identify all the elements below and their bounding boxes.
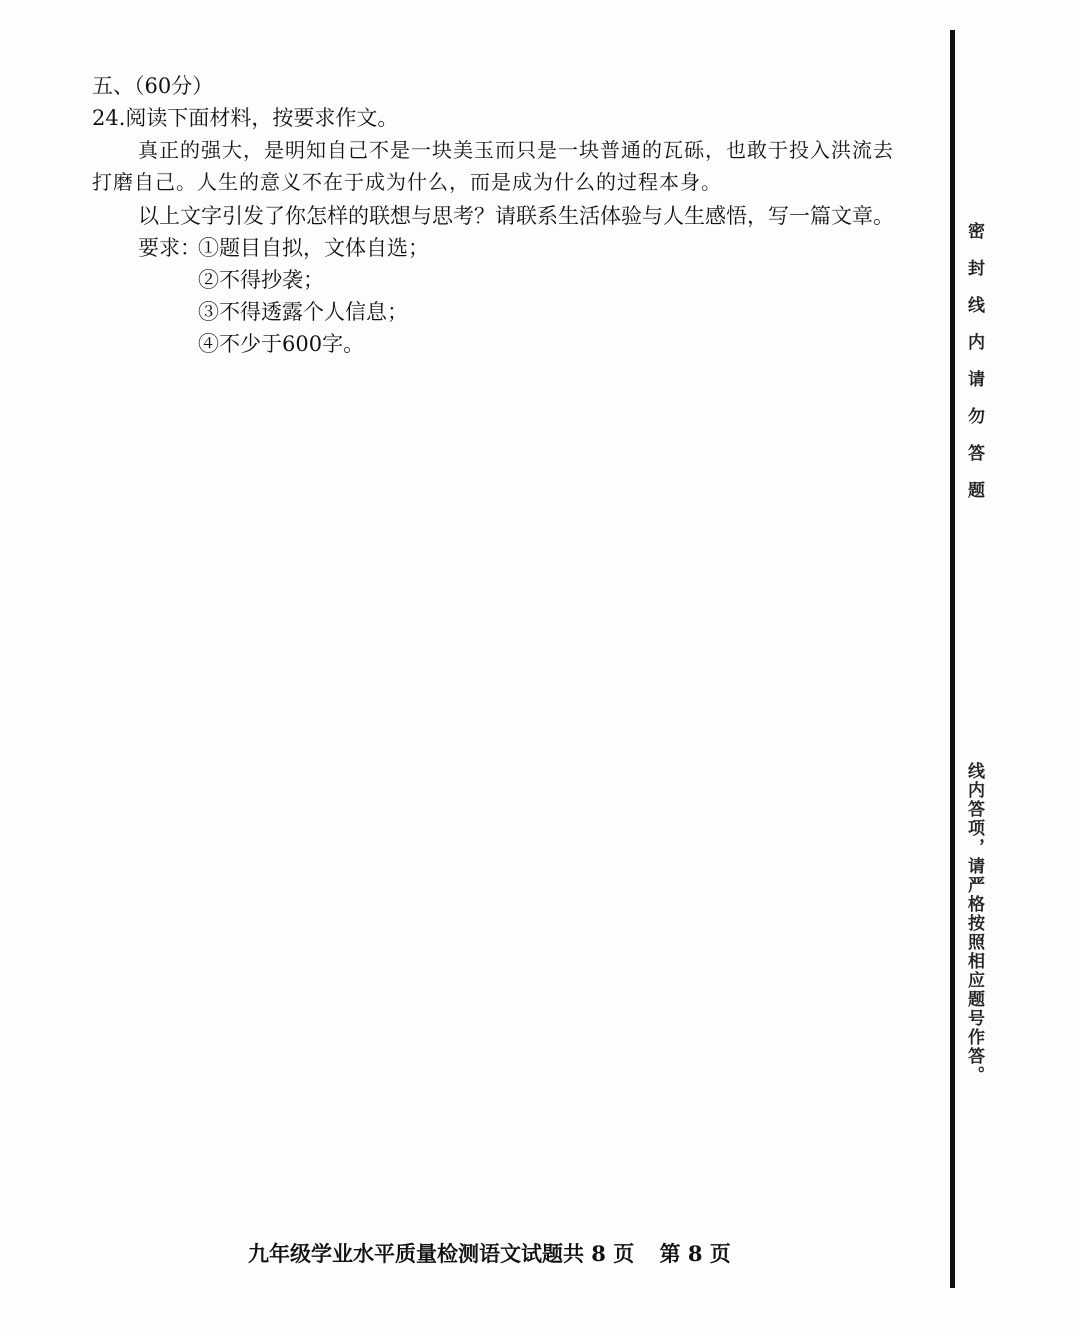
binding-line [950, 30, 955, 1288]
seal-notice: 密封线内请勿答题 [964, 222, 984, 518]
side-notice: 线内答项，请严格按照相应题号作答。 [964, 762, 984, 1085]
exam-title: 九年级学业水平质量检测语文试题共 8 页 [248, 1241, 635, 1266]
material-line-1: 真正的强大，是明知自己不是一块美玉而只是一块普通的瓦砾，也敢于投入洪流去 [138, 138, 894, 162]
material-line-2: 打磨自己。人生的意义不在于成为什么，而是成为什么的过程本身。 [92, 170, 722, 194]
page-footer [248, 1240, 749, 1268]
section-heading: 五、（60分） [92, 74, 214, 98]
requirement-item: ①题目自拟，文体自选； [198, 236, 429, 260]
question-prompt: 24.阅读下面材料，按要求作文。 [92, 106, 399, 130]
requirements-label: 要求： [138, 236, 201, 260]
page-number: 第 8 页 [659, 1241, 731, 1266]
requirement-item: ④不少于600字。 [198, 332, 365, 356]
requirement-item: ③不得透露个人信息； [198, 300, 408, 324]
writing-instruction: 以上文字引发了你怎样的联想与思考？请联系生活体验与人生感悟，写一篇文章。 [138, 204, 894, 228]
requirement-item: ②不得抄袭； [198, 268, 324, 292]
